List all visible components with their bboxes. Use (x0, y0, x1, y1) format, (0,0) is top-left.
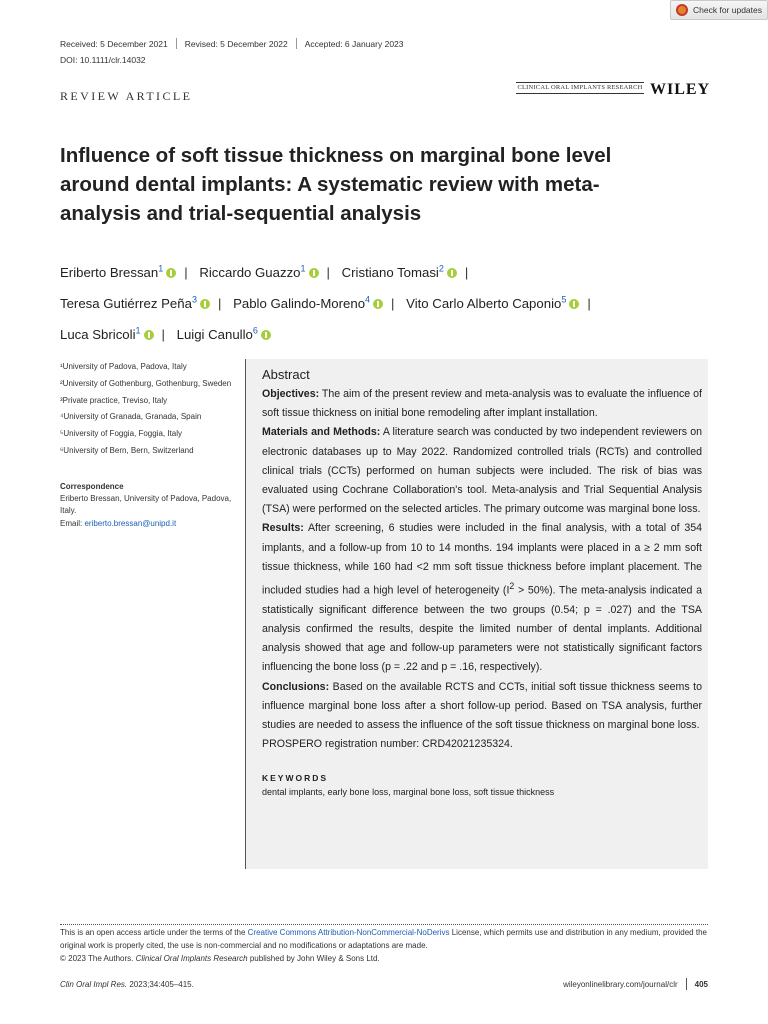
check-for-updates-button[interactable] (670, 0, 768, 20)
keywords-list: dental implants, early bone loss, marginal bone loss, soft tissue thickness (262, 787, 555, 798)
abstract-box (245, 359, 708, 869)
correspondence-heading: Correspondence (60, 482, 124, 491)
orcid-icon[interactable] (166, 268, 176, 278)
open-access-notice: This is an open access article under the terms of the Creative Commons Attribution-NonCommercial-NoDerivs License, which permits use and distribution in any medium, provided the original work is properly cited, the use is non-commercial and no modifications or adaptations are made. © 2023 The Authors. Clinical Oral Implants Research published by John Wiley & Sons Ltd. (60, 927, 708, 965)
revised-date: Revised: 5 December 2022 (184, 38, 288, 49)
abstract-rule (245, 359, 246, 869)
author[interactable]: Eriberto Bressan$^1$ (60, 265, 176, 280)
author-list: Eriberto Bressan$^1$ | Riccardo Guazzo$^1$ | Cristiano Tomasi$^2$ | Teresa Gutiérrez Peña$^3$ | Pablo Galindo-Moreno$^4$ | Vito Carlo Alberto Caponio$^5$ | Luca Sbricoli$^1$ | Luigi Canullo$^6$ (60, 264, 591, 343)
orcid-icon[interactable] (447, 268, 457, 278)
orcid-icon[interactable] (309, 268, 319, 278)
abstract-results: Results: After screening, 6 studies were included in the final analysis, with a total of 354 implants, and a follow-up from 10 to 14 months. 194 implants were placed in a ≥ 2 mm soft tissue thickness, while 160 had <2 mm soft tissue thickness before implant placement. The included studies had a high level of heterogeneity $(I^2 > 50\%)$. The meta-analysis indicated a statistically significant difference between the two groups (0.54; p = .027) and the TSA analysis confirmed the results, despite the limited number of dental implants. Additional analysis showed that age and follow-up parameters were not statistically significant factors influencing the bone loss (p = .22 and p = .16, respectively). (262, 522, 703, 674)
prospero-registration: PROSPERO registration number: CRD42021235324. (262, 738, 513, 751)
orcid-icon[interactable] (261, 330, 271, 340)
affiliations (60, 359, 240, 460)
affiliation: ²University of Gothenburg, Gothenburg, Sweden (60, 378, 232, 388)
author[interactable]: Teresa Gutiérrez Peña$^3$ (60, 296, 210, 311)
abstract-objectives: Objectives: The aim of the present review and meta-analysis was to evaluate the influence of soft tissue thickness on initial bone remodeling after implant installation. (262, 388, 702, 420)
divider (686, 978, 687, 990)
article-dates (60, 38, 404, 49)
divider (176, 38, 177, 49)
orcid-icon[interactable] (144, 330, 154, 340)
divider (296, 38, 297, 49)
correspondence-text: Eriberto Bressan, University of Padova, Padova, Italy. (60, 494, 232, 516)
affiliation: ⁵University of Foggia, Foggia, Italy (60, 429, 183, 439)
orcid-icon[interactable] (569, 299, 579, 309)
affiliation: ³Private practice, Treviso, Italy (60, 395, 168, 405)
abstract-heading: Abstract (262, 367, 310, 382)
author[interactable]: Pablo Galindo-Moreno$^4$ (233, 296, 383, 311)
journal-url[interactable]: wileyonlinelibrary.com/journal/clr (563, 979, 678, 989)
page-footer (60, 978, 708, 990)
email-label: Email: (60, 518, 85, 528)
crossmark-icon (676, 4, 688, 16)
abstract-conclusions: Conclusions: Based on the available RCTS and CCTs, initial soft tissue thickness seems to influence marginal bone loss after a short follow-up period. Based on TSA analysis, further studies are needed to assess the influence of the soft tissue thickness on marginal bone loss. (262, 680, 702, 731)
author[interactable]: Vito Carlo Alberto Caponio$^5$ (406, 296, 579, 311)
divider (60, 924, 708, 925)
keywords-heading: KEYWORDS (262, 773, 329, 784)
copyright-line: © 2023 The Authors. Clinical Oral Implants Research published by John Wiley & Sons Ltd. (60, 953, 380, 963)
accepted-date: Accepted: 6 January 2023 (304, 38, 404, 49)
journal-logo: CLINICAL ORAL IMPLANTS RESEARCH (516, 82, 644, 94)
orcid-icon[interactable] (200, 299, 210, 309)
check-for-updates-label: Check for updates (693, 5, 762, 15)
abstract-methods: Materials and Methods: A literature search was conducted by two independent reviewers on electronic databases up to May 2022. Randomized controlled trials (RCTs) and controlled clinical trials (CCTs) performed on human subjects were included. The risk of bias was evaluated using Cochrane Collaboration's tool. Meta-analysis and Trial Sequential Analysis (TSA) were performed on the selected articles. The primary outcome was marginal bone loss. (262, 426, 703, 516)
affiliation: ¹University of Padova, Padova, Italy (60, 362, 187, 371)
citation: Clin Oral Impl Res. 2023;34:405–415. (60, 979, 194, 989)
affiliation: ⁶University of Bern, Bern, Switzerland (60, 445, 194, 455)
author[interactable]: Riccardo Guazzo$^1$ (199, 265, 318, 280)
license-link[interactable]: Creative Commons Attribution-NonCommercial-NoDerivs (247, 928, 450, 937)
article-title: Influence of soft tissue thickness on marginal bone level around dental implants: A systematic review with meta-analysis and trial-sequential analysis (60, 144, 612, 225)
affiliation: ⁴University of Granada, Granada, Spain (60, 412, 202, 422)
author[interactable]: Luigi Canullo$^6$ (177, 327, 271, 342)
doi: DOI: 10.1111/clr.14032 (60, 55, 146, 65)
publisher-logo: WILEY (650, 81, 711, 98)
orcid-icon[interactable] (373, 299, 383, 309)
author[interactable]: Cristiano Tomasi$^2$ (342, 265, 457, 280)
author[interactable]: Luca Sbricoli$^1$ (60, 327, 154, 342)
correspondence (60, 481, 240, 530)
article-type: REVIEW ARTICLE (60, 89, 193, 103)
received-date: Received: 5 December 2021 (60, 38, 168, 49)
email-link[interactable]: eriberto.bressan@unipd.it (84, 518, 177, 528)
page-number: 405 (694, 979, 708, 989)
